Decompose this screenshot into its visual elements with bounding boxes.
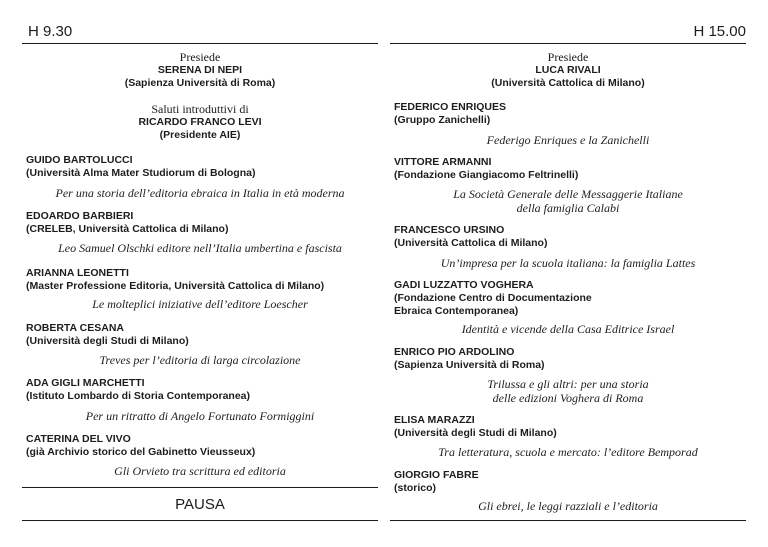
- afternoon-bottom-rule: [390, 520, 746, 521]
- speaker-name: FEDERICO ENRIQUES: [394, 101, 507, 113]
- speaker-affiliation: (Università Cattolica di Milano): [394, 237, 548, 249]
- speaker-entry: [26, 154, 378, 180]
- talk-title: Tra letteratura, scuola e mercato: l’editore Bemporad: [438, 445, 698, 459]
- talk-title: Trilussa e gli altri: per una storia delle edizioni Voghera di Roma: [487, 377, 649, 405]
- morning-time: H 9.30: [28, 23, 73, 40]
- morning-greetings: [22, 102, 378, 142]
- speaker-name: ADA GIGLI MARCHETTI: [26, 377, 145, 389]
- speaker-affiliation: (Istituto Lombardo di Storia Contemporanea): [26, 390, 251, 402]
- speaker-name: GUIDO BARTOLUCCI: [26, 154, 133, 166]
- speaker-name: FRANCESCO URSINO: [394, 224, 505, 236]
- speaker-entry: [26, 377, 378, 403]
- speaker-name: ENRICO PIO ARDOLINO: [394, 346, 515, 358]
- speaker-affiliation: (Università degli Studi di Milano): [26, 335, 189, 347]
- chair-affiliation: (Sapienza Università di Roma): [124, 77, 276, 89]
- speaker-entry: [26, 322, 378, 348]
- speaker-affiliation: (Master Professione Editoria, Università Cattolica di Milano): [26, 280, 325, 292]
- speaker-affiliation: (Gruppo Zanichelli): [394, 114, 491, 126]
- speaker-entry: [26, 433, 378, 459]
- talk-title: Per una storia dell’editoria ebraica in Italia in età moderna: [55, 186, 345, 200]
- speaker-entry: [394, 346, 746, 372]
- pause-label: PAUSA: [175, 496, 225, 513]
- chair-label: Presiede: [179, 50, 221, 64]
- speaker-affiliation: (già Archivio storico del Gabinetto Vieusseux): [26, 446, 256, 458]
- speaker-affiliation: (Università degli Studi di Milano): [394, 427, 557, 439]
- chair-affiliation: (Università Cattolica di Milano): [491, 77, 645, 89]
- greetings-name: RICARDO FRANCO LEVI: [138, 116, 262, 128]
- speaker-entry: [394, 101, 746, 127]
- speaker-affiliation: (Fondazione Giangiacomo Feltrinelli): [394, 169, 579, 181]
- speaker-name: ELISA MARAZZI: [394, 414, 475, 426]
- chair-name: LUCA RIVALI: [535, 64, 601, 76]
- talk-title: Gli Orvieto tra scrittura ed editoria: [114, 464, 286, 478]
- speaker-affiliation: (storico): [394, 482, 436, 494]
- speaker-entry: [394, 279, 746, 318]
- speaker-entry: [26, 267, 378, 293]
- speaker-name: VITTORE ARMANNI: [394, 156, 492, 168]
- speaker-entry: [394, 156, 746, 182]
- talk-title: La Società Generale delle Messaggerie Italiane della famiglia Calabi: [453, 187, 683, 215]
- speaker-name: ROBERTA CESANA: [26, 322, 125, 334]
- talk-title: Leo Samuel Olschki editore nell’Italia umbertina e fascista: [58, 241, 342, 255]
- pause-top-rule: [22, 487, 378, 488]
- speaker-entry: [394, 414, 746, 440]
- talk-title: Per un ritratto di Angelo Fortunato Formiggini: [85, 409, 315, 423]
- speaker-affiliation: (Fondazione Centro di Documentazione Ebraica Contemporanea): [394, 292, 592, 317]
- speaker-name: GADI LUZZATTO VOGHERA: [394, 279, 534, 291]
- speaker-name: EDOARDO BARBIERI: [26, 210, 134, 222]
- speaker-name: GIORGIO FABRE: [394, 469, 479, 481]
- speaker-affiliation: (Università Alma Mater Studiorum di Bologna): [26, 167, 256, 179]
- chair-name: SERENA DI NEPI: [157, 64, 243, 76]
- greetings-affiliation: (Presidente AIE): [159, 129, 241, 141]
- speaker-entry: [26, 210, 378, 236]
- talk-title: Treves per l’editoria di larga circolazione: [99, 353, 301, 367]
- afternoon-time: H 15.00: [693, 23, 746, 40]
- speaker-name: ARIANNA LEONETTI: [26, 267, 129, 279]
- afternoon-chair: [390, 50, 746, 90]
- morning-chair: [22, 50, 378, 90]
- talk-title: Le molteplici iniziative dell’editore Loescher: [92, 297, 308, 311]
- speaker-affiliation: (Sapienza Università di Roma): [394, 359, 545, 371]
- talk-title: Federigo Enriques e la Zanichelli: [486, 133, 650, 147]
- speaker-entry: [394, 224, 746, 250]
- chair-label: Presiede: [547, 50, 589, 64]
- talk-title: Gli ebrei, le leggi razziali e l’editoria: [478, 499, 658, 513]
- talk-title: Un’impresa per la scuola italiana: la famiglia Lattes: [440, 256, 696, 270]
- afternoon-top-rule: [390, 43, 746, 44]
- morning-top-rule: [22, 43, 378, 44]
- talk-title: Identità e vicende della Casa Editrice Israel: [461, 322, 675, 336]
- speaker-entry: [394, 469, 746, 495]
- speaker-affiliation: (CRELEB, Università Cattolica di Milano): [26, 223, 229, 235]
- speaker-name: CATERINA DEL VIVO: [26, 433, 131, 445]
- pause-bottom-rule: [22, 520, 378, 521]
- greetings-label: Saluti introduttivi di: [151, 102, 249, 116]
